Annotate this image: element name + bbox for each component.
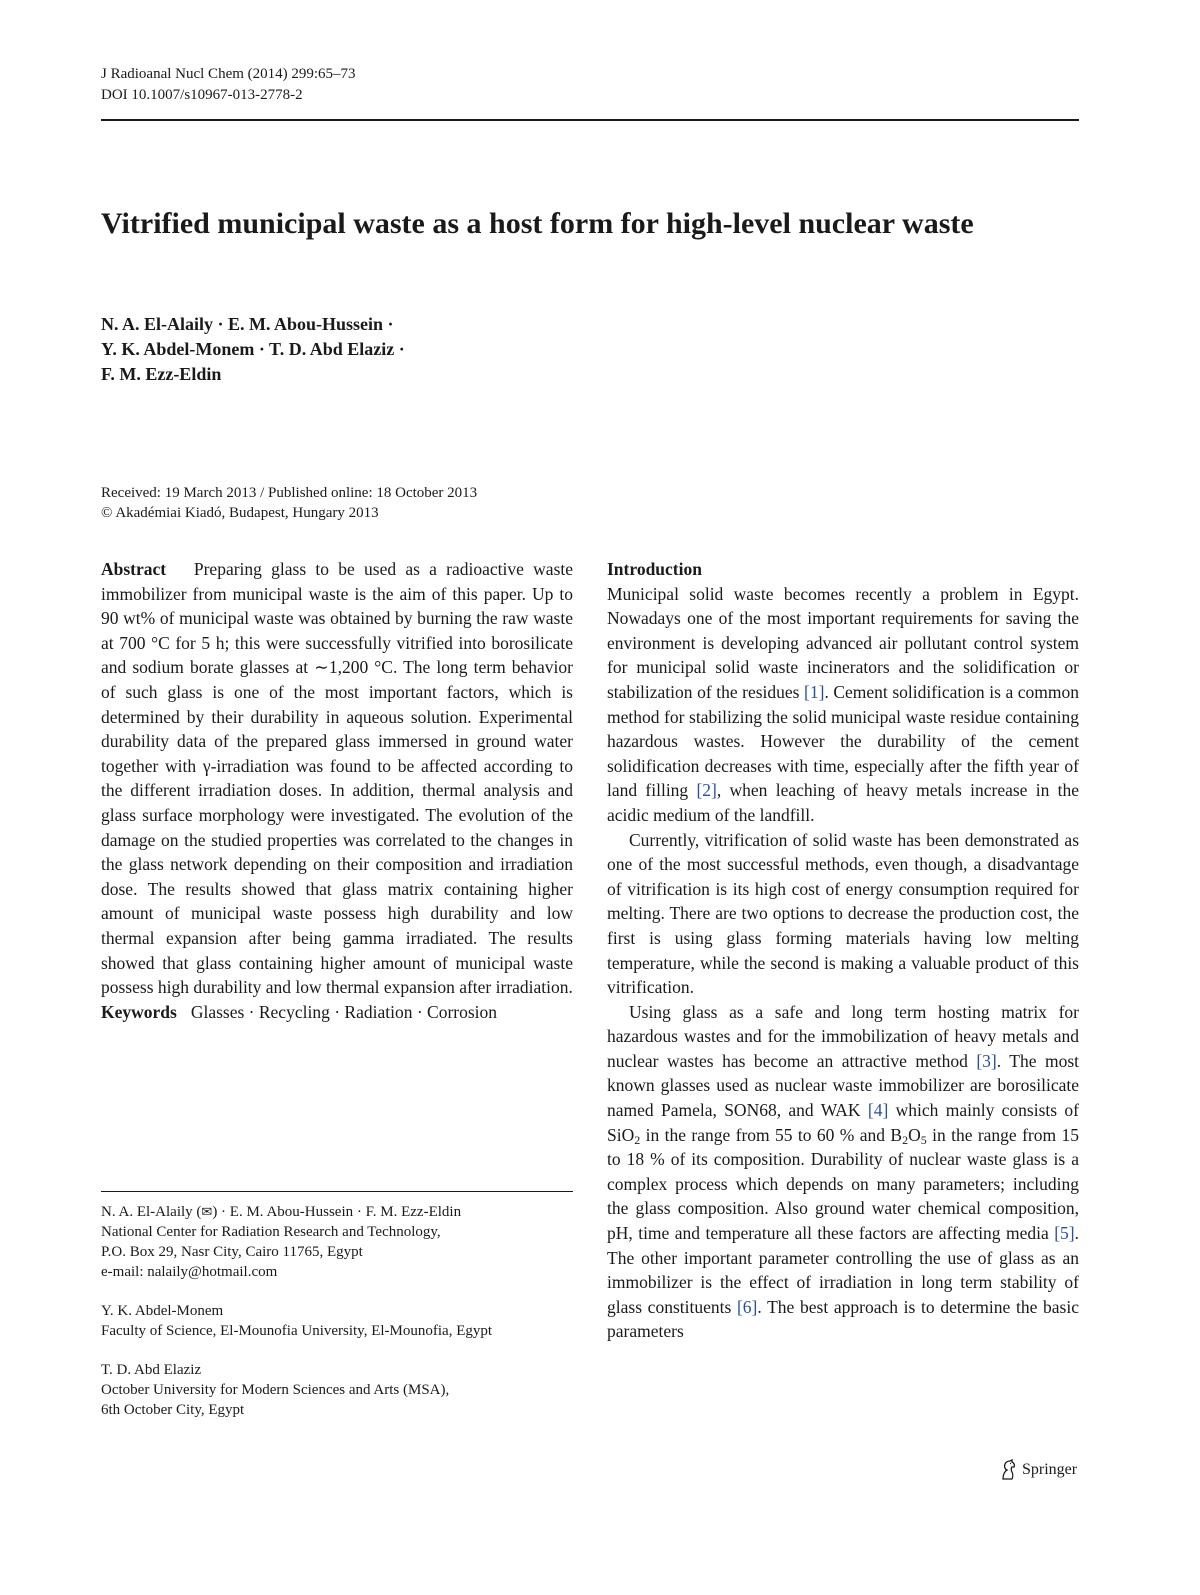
affiliation-1 bbox=[101, 1202, 581, 1282]
doi[interactable]: DOI 10.1007/s10967-013-2778-2 bbox=[101, 87, 303, 103]
affiliation-line: October University for Modern Sciences and Arts (MSA), bbox=[101, 1382, 450, 1398]
intro-paragraph-3 bbox=[607, 1000, 1079, 1344]
affiliation-author-names: ) · E. M. Abou-Hussein · F. M. Ezz-Eldin bbox=[212, 1204, 462, 1220]
publisher-logo bbox=[998, 1459, 1077, 1481]
received-date: Received: 19 March 2013 / Published online: 18 October 2013 bbox=[101, 485, 478, 501]
paragraph-text: in the range from 55 to 60 % and B bbox=[640, 1124, 903, 1145]
subscript: 5 bbox=[920, 1132, 927, 1147]
paragraph-text: in the range from 15 to 18 % of its composition. Durability of nuclear waste glass is a complex process which depends on many parameters; including the glass composition. Also ground water chemical composition, pH, time and temperature all these factors are affecting media bbox=[607, 1124, 1079, 1244]
publisher-name: Springer bbox=[1022, 1461, 1078, 1478]
keywords bbox=[101, 1000, 573, 1025]
citation-link[interactable]: [1] bbox=[804, 681, 825, 702]
author-list bbox=[101, 312, 701, 387]
paragraph-text: . The best approach is to determine the basic parameters bbox=[607, 1296, 1079, 1342]
paragraph-text: which mainly consists of SiO bbox=[607, 1100, 1080, 1145]
affiliation-line: National Center for Radiation Research and Technology, bbox=[101, 1224, 441, 1240]
affiliation-line: 6th October City, Egypt bbox=[101, 1402, 245, 1418]
intro-paragraph-1 bbox=[607, 582, 1079, 828]
paragraph-text: . The other important parameter controlling the use of glass as an immobilizer is the effect of irradiation in long term stability of glass constituents bbox=[607, 1223, 1079, 1317]
affiliation-authors bbox=[101, 1202, 581, 1222]
envelope-icon: ✉ bbox=[201, 1204, 213, 1219]
right-column bbox=[607, 557, 1079, 1344]
introduction-heading: Introduction bbox=[607, 559, 702, 579]
journal-citation: J Radioanal Nucl Chem (2014) 299:65–73 bbox=[101, 66, 356, 82]
paragraph-text: Municipal solid waste becomes recently a problem in Egypt. Nowadays one of the most important requirements for saving the environment is developing advanced air pollutant control system for municipal solid waste incinerators and the solidification or stabilization of the residues bbox=[607, 583, 1079, 702]
article-history bbox=[101, 483, 477, 523]
citation-link[interactable]: [3] bbox=[976, 1050, 997, 1071]
keywords-label: Keywords bbox=[101, 1001, 177, 1022]
left-column bbox=[101, 557, 573, 1024]
affiliation-authors: T. D. Abd Elaziz bbox=[101, 1362, 202, 1378]
paper-title: Vitrified municipal waste as a host form for high-level nuclear waste bbox=[101, 207, 974, 240]
footnote-rule bbox=[101, 1191, 573, 1192]
affiliation-3 bbox=[101, 1360, 581, 1420]
affiliation-email[interactable]: e-mail: nalaily@hotmail.com bbox=[101, 1264, 278, 1280]
running-head bbox=[101, 64, 356, 106]
paragraph-text: . The most known glasses used as nuclear waste immobilizer are borosilicate named Pamela, SON68, and WAK bbox=[607, 1050, 1079, 1121]
paragraph-text: Using glass as a safe and long term hosting matrix for hazardous wastes and for the immobilization of heavy metals and nuclear wastes has become an attractive method bbox=[607, 1001, 1079, 1071]
author-line: F. M. Ezz-Eldin bbox=[101, 364, 222, 384]
citation-link[interactable]: [5] bbox=[1054, 1223, 1075, 1244]
paragraph-text: , when leaching of heavy metals increase in the acidic medium of the landfill. bbox=[607, 780, 1079, 825]
citation-link[interactable]: [6] bbox=[736, 1296, 758, 1317]
springer-horse-icon bbox=[998, 1459, 1018, 1481]
affiliation-authors: Y. K. Abdel-Monem bbox=[101, 1303, 224, 1319]
abstract bbox=[101, 557, 573, 1000]
copyright-line: © Akadémiai Kiadó, Budapest, Hungary 2013 bbox=[101, 505, 379, 521]
citation-link[interactable]: [2] bbox=[696, 780, 717, 801]
subscript: 2 bbox=[634, 1132, 641, 1147]
paragraph-text: O bbox=[908, 1124, 921, 1145]
affiliation-line: Faculty of Science, El-Mounofia University, El-Mounofia, Egypt bbox=[101, 1323, 493, 1339]
keywords-text: Glasses · Recycling · Radiation · Corrosion bbox=[190, 1001, 498, 1022]
author-line: N. A. El-Alaily · E. M. Abou-Hussein · bbox=[101, 314, 394, 334]
citation-link[interactable]: [4] bbox=[867, 1100, 889, 1121]
abstract-label: Abstract bbox=[101, 559, 167, 579]
intro-paragraph-2: Currently, vitrification of solid waste has been demonstrated as one of the most successful methods, even though, a disadvantage of vitrification is its high cost of energy consumption required for melting. There are two options to decrease the production cost, the first is using glass forming materials having low melting temperature, while the second is making a valuable product of this vitrification. bbox=[607, 829, 1079, 998]
abstract-text: Preparing glass to be used as a radioactive waste immobilizer from municipal waste is the aim of this paper. Up to 90 wt% of municipal waste was obtained by burning the raw waste at 700 °C for 5 h; this were successfully vitrified into borosilicate and sodium borate glasses at ∼1,200 °C. The long term behavior of such glass is one of the most important factors, which is determined by their durability in aqueous solution. Experimental durability data of the prepared glass immersed in ground water together with γ-irradiation was found to be affected according to the different irradiation doses. In addition, thermal analysis and glass surface morphology were investigated. The evolution of the damage on the studied properties was correlated to the changes in the glass network depending on their composition and irradiation dose. The results showed that glass matrix containing higher amount of municipal waste possess high durability and low thermal expansion after being gamma irradiated. The results showed that glass containing higher amount of municipal waste possess high durability and low thermal expansion after irradiation. bbox=[101, 559, 574, 998]
affiliation-author-names: N. A. El-Alaily ( bbox=[101, 1204, 202, 1220]
subscript: 2 bbox=[902, 1132, 909, 1147]
paragraph-text: . Cement solidification is a common method for stabilizing the solid municipal waste residue containing hazardous wastes. However the durability of the cement solidification decreases with time, especially after the fifth year of land filling bbox=[607, 681, 1079, 801]
affiliation-line: P.O. Box 29, Nasr City, Cairo 11765, Egypt bbox=[101, 1244, 363, 1260]
affiliation-2 bbox=[101, 1301, 581, 1341]
header-rule bbox=[101, 119, 1079, 121]
author-line: Y. K. Abdel-Monem · T. D. Abd Elaziz · bbox=[101, 339, 405, 359]
